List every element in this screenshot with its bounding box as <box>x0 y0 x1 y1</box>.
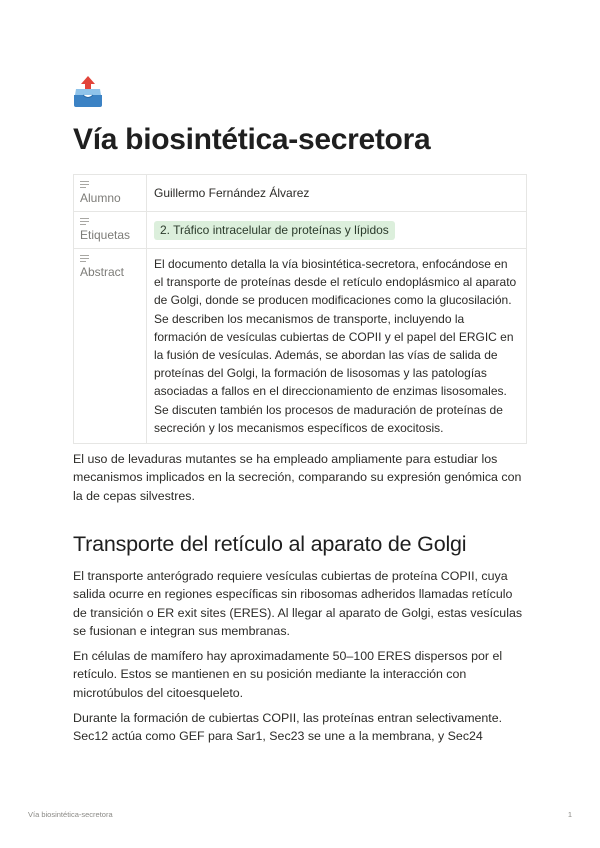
page-number: 1 <box>567 810 572 819</box>
text-lines-icon <box>80 218 89 226</box>
property-row-alumno <box>74 175 527 212</box>
paragraph: Durante la formación de cubiertas COPII, las proteínas entran selectivamente. Sec12 actúa como GEF para Sar1, Sec23 se une a la membrana, y Sec24 <box>73 711 503 744</box>
property-row-etiquetas <box>74 212 527 249</box>
tag-badge[interactable]: 2. Tráfico intracelular de proteínas y lípidos <box>154 221 395 240</box>
text-lines-icon <box>80 255 89 263</box>
property-value[interactable] <box>147 212 527 249</box>
property-name: Abstract <box>74 249 147 444</box>
text-lines-icon <box>80 181 89 189</box>
page-title: Vía biosintética-secretora <box>73 123 431 156</box>
property-row-abstract <box>74 249 527 444</box>
paragraph: El transporte anterógrado requiere vesículas cubiertas de proteína COPII, cuya salida ocurre en regiones específicas sin ribosomas adheridos llamadas retículo de transición o ER exit sites (ERES). Al llegar al aparato de Golgi, estas vesículas se fusionan e integran sus membranas. <box>73 568 523 638</box>
intro-paragraph: El uso de levaduras mutantes se ha empleado ampliamente para estudiar los mecanismos implicados en la secreción, comparando su expresión genómica con la de cepas silvestres. <box>73 452 522 503</box>
property-value[interactable]: El documento detalla la vía biosintética-secretora, enfocándose en el transporte de proteínas desde el retículo endoplásmico al aparato de Golgi, donde se producen modificaciones como la glucosilación. Se describen los mecanismos de transporte, incluyendo la formación de vesículas cubiertas de COPII y el papel del ERGIC en la fusión de vesículas. Además, se abordan las vías de salida de proteínas del Golgi, la formación de lisosomas y las patologías asociadas a fallos en el direccionamiento de enzimas lisosomales. Se discuten también los procesos de maduración de proteínas de secreción y los mecanismos específicos de exocitosis. <box>147 249 527 444</box>
property-value[interactable]: Guillermo Fernández Álvarez <box>147 175 527 212</box>
footer-title: Vía biosintética-secretora <box>28 810 113 819</box>
outbox-tray-icon <box>73 74 103 108</box>
property-name: Etiquetas <box>74 212 147 249</box>
page-content <box>73 74 527 746</box>
property-name: Alumno <box>74 175 147 212</box>
paragraph: En células de mamífero hay aproximadamente 50–100 ERES dispersos por el retículo. Estos se mantienen en su posición mediante la interacción con microtúbulos del citoesqueleto. <box>73 649 503 700</box>
section-heading: Transporte del retículo al aparato de Golgi <box>73 531 467 556</box>
properties-table <box>73 174 527 444</box>
